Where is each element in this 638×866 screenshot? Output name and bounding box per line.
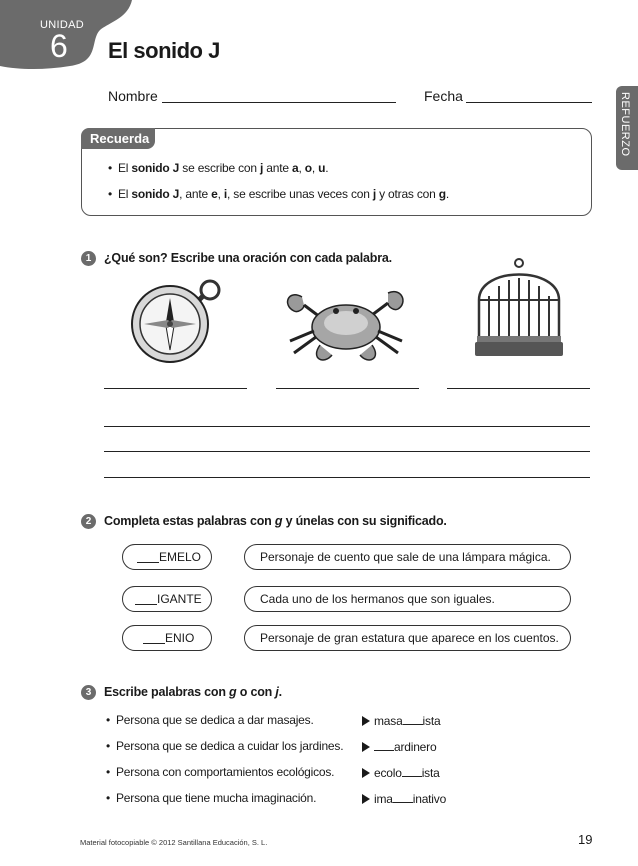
word-item-3: ecolo ista bbox=[362, 765, 440, 780]
answer-line-word-3[interactable] bbox=[447, 388, 590, 389]
answer-line-sentence-3[interactable] bbox=[104, 477, 590, 478]
triangle-bullet-icon bbox=[362, 716, 370, 726]
bullet-icon: • bbox=[106, 739, 111, 753]
meaning-pill-2[interactable]: Cada uno de los hermanos que son iguales. bbox=[244, 586, 571, 612]
side-tab bbox=[616, 86, 638, 170]
answer-line-sentence-1[interactable] bbox=[104, 426, 590, 427]
name-date-fields bbox=[108, 88, 592, 108]
definition-item-1: • Persona que se dedica a dar masajes. bbox=[106, 713, 314, 727]
word-pill-2[interactable]: IGANTE bbox=[122, 586, 212, 612]
word-blank[interactable] bbox=[402, 765, 422, 777]
question-1-text: ¿Qué son? Escribe una oración con cada palabra. bbox=[104, 251, 392, 265]
definition-item-2: • Persona que se dedica a cuidar los jardines. bbox=[106, 739, 344, 753]
meaning-pill-1[interactable]: Personaje de cuento que sale de una lámpara mágica. bbox=[244, 544, 571, 570]
question-2-text: Completa estas palabras con g y únelas con su significado. bbox=[104, 514, 447, 528]
compass-image bbox=[124, 276, 224, 371]
answer-line-word-2[interactable] bbox=[276, 388, 419, 389]
bullet-icon: • bbox=[106, 713, 111, 727]
name-field[interactable] bbox=[162, 102, 396, 103]
unit-number: 6 bbox=[50, 28, 68, 64]
word-pill-3[interactable]: ENIO bbox=[122, 625, 212, 651]
answer-line-sentence-2[interactable] bbox=[104, 451, 590, 452]
word-blank[interactable] bbox=[393, 791, 413, 803]
side-tab-label: REFUERZO bbox=[619, 92, 631, 157]
word-item-1: masa ista bbox=[362, 713, 440, 728]
question-3-number: 3 bbox=[81, 685, 96, 700]
word-item-4: ima inativo bbox=[362, 791, 446, 806]
page-title: El sonido J bbox=[108, 38, 220, 63]
word-blank[interactable] bbox=[137, 551, 159, 563]
crab-image bbox=[280, 283, 412, 370]
triangle-bullet-icon bbox=[362, 742, 370, 752]
footer-copyright: Material fotocopiable © 2012 Santillana Educación, S. L. bbox=[80, 838, 268, 847]
unit-label: UNIDAD bbox=[40, 19, 84, 31]
date-field[interactable] bbox=[466, 102, 592, 103]
recuerda-tag: Recuerda bbox=[81, 128, 155, 149]
recuerda-item-2: • El sonido J, ante e, i, se escribe unas veces con j y otras con g. bbox=[108, 187, 450, 201]
word-blank[interactable] bbox=[374, 739, 394, 751]
word-item-2: ardinero bbox=[362, 739, 436, 754]
word-pill-1[interactable]: EMELO bbox=[122, 544, 212, 570]
bullet-icon: • bbox=[106, 765, 111, 779]
bullet-icon: • bbox=[106, 791, 111, 805]
word-blank[interactable] bbox=[135, 593, 157, 605]
definition-item-4: • Persona que tiene mucha imaginación. bbox=[106, 791, 317, 805]
bullet-icon: • bbox=[108, 187, 113, 201]
triangle-bullet-icon bbox=[362, 794, 370, 804]
question-2-number: 2 bbox=[81, 514, 96, 529]
question-3-text: Escribe palabras con g o con j. bbox=[104, 685, 282, 699]
recuerda-item-1: • El sonido J se escribe con j ante a, o, u. bbox=[108, 161, 329, 175]
definition-item-3: • Persona con comportamientos ecológicos. bbox=[106, 765, 335, 779]
name-label: Nombre bbox=[108, 88, 158, 104]
question-1-number: 1 bbox=[81, 251, 96, 266]
cage-image bbox=[473, 256, 565, 371]
answer-line-word-1[interactable] bbox=[104, 388, 247, 389]
word-blank[interactable] bbox=[143, 632, 165, 644]
date-label: Fecha bbox=[424, 88, 463, 104]
page-number: 19 bbox=[578, 832, 593, 847]
meaning-pill-3[interactable]: Personaje de gran estatura que aparece en los cuentos. bbox=[244, 625, 571, 651]
word-blank[interactable] bbox=[403, 713, 423, 725]
triangle-bullet-icon bbox=[362, 768, 370, 778]
bullet-icon: • bbox=[108, 161, 113, 175]
